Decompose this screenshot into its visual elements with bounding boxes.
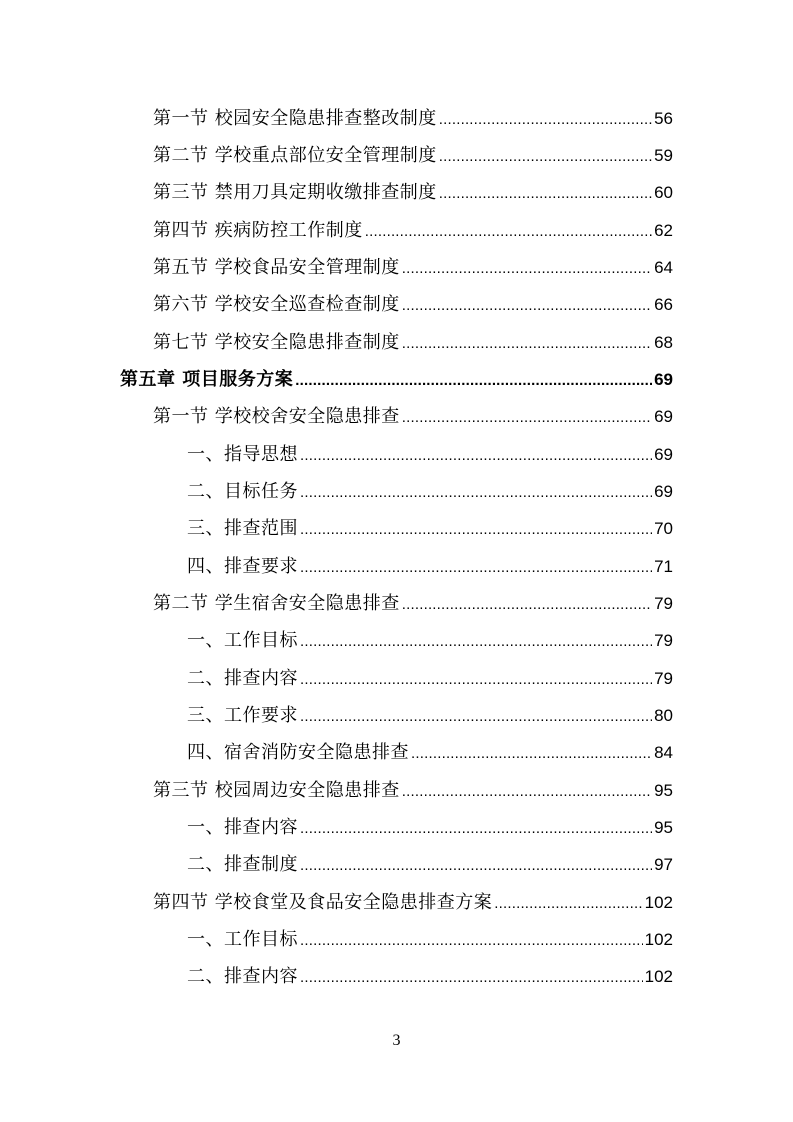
toc-entry-title: 第一节 学校校舍安全隐患排查 bbox=[153, 406, 400, 427]
page-number: 3 bbox=[392, 1032, 401, 1049]
toc-entry-page: 69 bbox=[654, 407, 673, 426]
toc-entry-page: 60 bbox=[654, 183, 673, 202]
toc-entry[interactable] bbox=[153, 141, 673, 171]
toc-entry-title: 二、排查内容 bbox=[187, 966, 298, 987]
toc-leader-dots bbox=[402, 254, 652, 284]
toc-entry-page: 84 bbox=[654, 743, 673, 762]
toc-entry-title: 第四节 学校食堂及食品安全隐患排查方案 bbox=[153, 892, 493, 913]
toc-entry-title: 四、排查要求 bbox=[187, 556, 298, 577]
toc-leader-dots bbox=[300, 926, 643, 956]
toc-entry-page: 62 bbox=[654, 221, 673, 240]
toc-entry[interactable] bbox=[153, 290, 673, 320]
toc-entry-page: 102 bbox=[644, 967, 673, 986]
toc-leader-dots bbox=[300, 441, 652, 471]
toc-entry[interactable] bbox=[153, 589, 673, 619]
toc-entry-title: 第七节 学校安全隐患排查制度 bbox=[153, 332, 400, 353]
toc-entry[interactable] bbox=[187, 925, 673, 955]
toc-entry[interactable] bbox=[187, 552, 673, 582]
toc-entry-page: 69 bbox=[654, 482, 673, 501]
toc-entry-title: 第四节 疾病防控工作制度 bbox=[153, 220, 363, 241]
toc-entry[interactable] bbox=[153, 104, 673, 134]
toc-leader-dots bbox=[411, 739, 652, 769]
toc-leader-dots bbox=[300, 478, 652, 508]
toc-entry[interactable] bbox=[153, 402, 673, 432]
toc-entry-title: 二、目标任务 bbox=[187, 481, 298, 502]
toc-entry-title: 一、排查内容 bbox=[187, 817, 298, 838]
toc-entry[interactable] bbox=[187, 664, 673, 694]
toc-leader-dots bbox=[402, 403, 652, 433]
toc-entry-title: 第六节 学校安全巡查检查制度 bbox=[153, 294, 400, 315]
toc-leader-dots bbox=[300, 702, 652, 732]
toc-entry[interactable] bbox=[187, 626, 673, 656]
toc-entry-title: 一、工作目标 bbox=[187, 929, 298, 950]
toc-entry-page: 97 bbox=[654, 855, 673, 874]
toc-leader-dots bbox=[494, 889, 642, 919]
toc-entry-page: 71 bbox=[654, 557, 673, 576]
toc-entry[interactable] bbox=[187, 477, 673, 507]
toc-entry-page: 95 bbox=[654, 781, 673, 800]
toc-entry-page: 66 bbox=[654, 295, 673, 314]
toc-entry-page: 79 bbox=[654, 669, 673, 688]
toc-entry-title: 三、工作要求 bbox=[187, 705, 298, 726]
toc-leader-dots bbox=[402, 329, 652, 359]
toc-entry-page: 64 bbox=[654, 258, 673, 277]
toc-entry[interactable] bbox=[187, 962, 673, 992]
toc-entry-page: 70 bbox=[654, 519, 673, 538]
toc-entry-page: 95 bbox=[654, 818, 673, 837]
toc-entry[interactable] bbox=[153, 216, 673, 246]
toc-entry-title: 一、指导思想 bbox=[187, 444, 298, 465]
toc-entry-page: 59 bbox=[654, 146, 673, 165]
toc-entry-title: 四、宿舍消防安全隐患排查 bbox=[187, 742, 409, 763]
toc-entry[interactable] bbox=[187, 440, 673, 470]
toc-entry-title: 第五章 项目服务方案 bbox=[120, 369, 294, 390]
toc-entry[interactable] bbox=[153, 253, 673, 283]
toc-entry[interactable] bbox=[187, 813, 673, 843]
toc-entry[interactable] bbox=[153, 776, 673, 806]
toc-entry[interactable] bbox=[187, 701, 673, 731]
toc-entry[interactable] bbox=[187, 738, 673, 768]
toc-leader-dots bbox=[439, 142, 652, 172]
toc-leader-dots bbox=[300, 963, 643, 993]
toc-leader-dots bbox=[402, 291, 652, 321]
toc-entry-title: 第五节 学校食品安全管理制度 bbox=[153, 257, 400, 278]
toc-leader-dots bbox=[300, 665, 652, 695]
toc-leader-dots bbox=[402, 590, 652, 620]
toc-leader-dots bbox=[402, 777, 652, 807]
toc-leader-dots bbox=[300, 851, 652, 881]
toc-leader-dots bbox=[365, 217, 652, 247]
toc-entry-page: 79 bbox=[654, 594, 673, 613]
toc-entry-title: 三、排查范围 bbox=[187, 518, 298, 539]
toc-entry-page: 69 bbox=[654, 370, 673, 389]
toc-entry-page: 102 bbox=[644, 893, 673, 912]
toc-entry-page: 102 bbox=[644, 930, 673, 949]
toc-entry-title: 二、排查内容 bbox=[187, 668, 298, 689]
toc-entry-title: 第一节 校园安全隐患排查整改制度 bbox=[153, 108, 437, 129]
toc-chapter-entry[interactable] bbox=[120, 365, 673, 395]
toc-leader-dots bbox=[295, 366, 652, 396]
toc-entry[interactable] bbox=[153, 178, 673, 208]
toc-entry-title: 一、工作目标 bbox=[187, 630, 298, 651]
toc-entry[interactable] bbox=[187, 850, 673, 880]
toc-entry[interactable] bbox=[153, 888, 673, 918]
toc-leader-dots bbox=[439, 105, 652, 135]
toc-entry-title: 第三节 校园周边安全隐患排查 bbox=[153, 780, 400, 801]
toc-entry-title: 第二节 学生宿舍安全隐患排查 bbox=[153, 593, 400, 614]
toc-entry-page: 79 bbox=[654, 631, 673, 650]
toc-entry-page: 68 bbox=[654, 333, 673, 352]
toc-leader-dots bbox=[300, 627, 652, 657]
toc-leader-dots bbox=[439, 179, 652, 209]
toc-entry[interactable] bbox=[187, 514, 673, 544]
toc-leader-dots bbox=[300, 515, 652, 545]
toc-entry-title: 第三节 禁用刀具定期收缴排查制度 bbox=[153, 182, 437, 203]
toc-entry-page: 69 bbox=[654, 445, 673, 464]
toc-entry[interactable] bbox=[153, 328, 673, 358]
toc-leader-dots bbox=[300, 553, 652, 583]
toc-entry-title: 第二节 学校重点部位安全管理制度 bbox=[153, 145, 437, 166]
toc-entry-page: 80 bbox=[654, 706, 673, 725]
toc-leader-dots bbox=[300, 814, 652, 844]
toc-entry-page: 56 bbox=[654, 109, 673, 128]
toc-entry-title: 二、排查制度 bbox=[187, 854, 298, 875]
